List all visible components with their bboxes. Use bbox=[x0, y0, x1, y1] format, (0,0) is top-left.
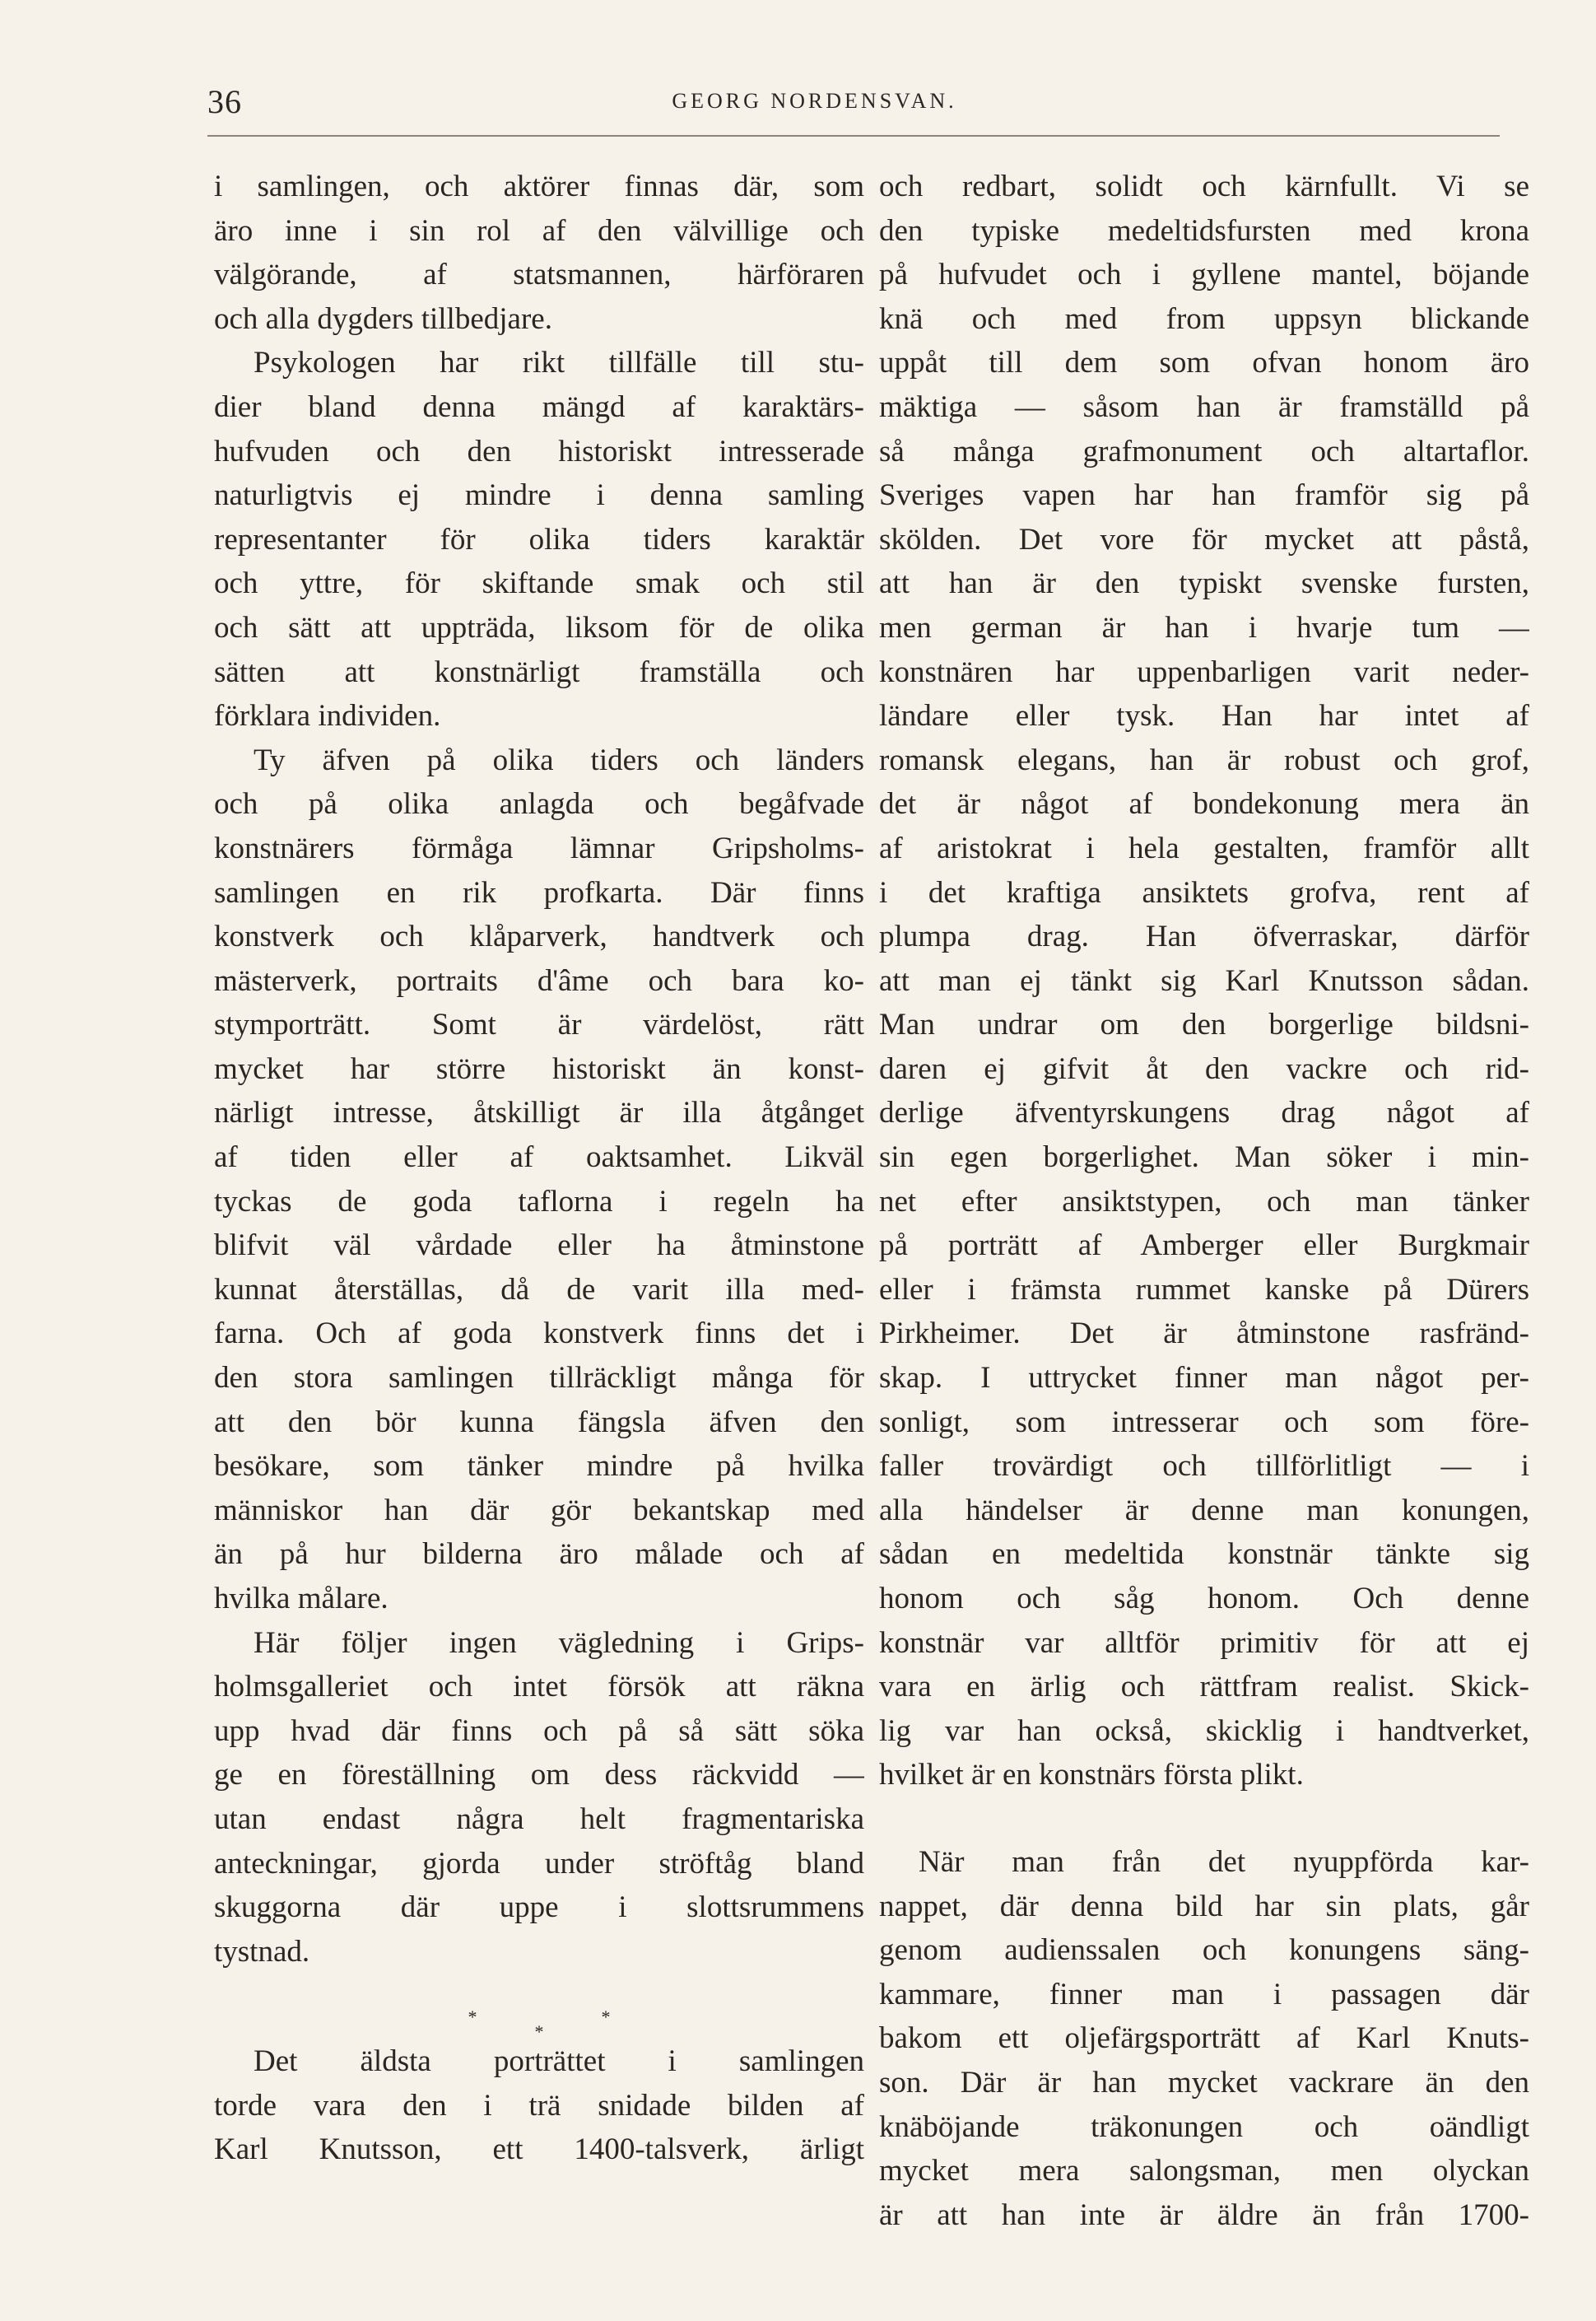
text-line: holmsgalleriet och intet försök att räkna bbox=[214, 1670, 864, 1704]
text-line: att den bör kunna fängsla äfven den bbox=[214, 1405, 864, 1439]
text-line: naturligtvis ej mindre i denna samling bbox=[214, 478, 864, 513]
text-line: eller i främsta rummet kanske på Dürers bbox=[879, 1272, 1529, 1307]
text-line: och sätt att uppträda, liksom för de olika bbox=[214, 610, 864, 645]
text-line: sätten att konstnärligt framställa och bbox=[214, 655, 864, 689]
text-line: knäböjande träkonungen och oändligt bbox=[879, 2109, 1529, 2144]
text-line: den stora samlingen tillräckligt många för bbox=[214, 1361, 864, 1396]
text-line: Det äldsta porträttet i samlingen bbox=[254, 2044, 864, 2078]
text-line: samlingen en rik profkarta. Där finns bbox=[214, 875, 864, 910]
text-line: af tiden eller af oaktsamhet. Likväl bbox=[214, 1140, 864, 1175]
text-line: dier bland denna mängd af karaktärs- bbox=[214, 389, 864, 424]
text-line: Karl Knutsson, ett 1400-talsverk, ärligt bbox=[214, 2132, 864, 2167]
text-line: sonligt, som intresserar och som före- bbox=[879, 1405, 1529, 1439]
asterism: * bbox=[534, 2021, 602, 2043]
text-line: Psykologen har rikt tillfälle till stu- bbox=[254, 346, 864, 380]
page-number: 36 bbox=[207, 83, 242, 120]
text-line: bakom ett oljefärgsporträtt af Karl Knuts- bbox=[879, 2021, 1529, 2056]
text-line: är att han inte är äldre än från 1700- bbox=[879, 2197, 1529, 2232]
text-line: upp hvad där finns och på så sätt söka bbox=[214, 1713, 864, 1748]
text-line: son. Där är han mycket vackrare än den bbox=[879, 2065, 1529, 2100]
text-line: lig var han också, skicklig i handtverket, bbox=[879, 1713, 1529, 1748]
text-line: Man undrar om den borgerlige bildsni- bbox=[879, 1008, 1529, 1042]
text-line: derlige äfventyrskungens drag något af bbox=[879, 1096, 1529, 1130]
text-line: konstnär var alltför primitiv för att ej bbox=[879, 1625, 1529, 1660]
text-line: kunnat återställas, då de varit illa med- bbox=[214, 1272, 864, 1307]
text-line: ge en föreställning om dess räckvidd — bbox=[214, 1758, 864, 1792]
text-line: torde vara den i trä snidade bilden af bbox=[214, 2088, 864, 2123]
text-line: men german är han i hvarje tum — bbox=[879, 610, 1529, 645]
text-line: hvilket är en konstnärs första plikt. bbox=[879, 1758, 1304, 1792]
text-line: att han är den typiskt svenske fursten, bbox=[879, 566, 1529, 601]
text-line: besökare, som tänker mindre på hvilka bbox=[214, 1449, 864, 1484]
text-line: mycket har större historiskt än konst- bbox=[214, 1051, 864, 1086]
text-line: i samlingen, och aktörer finnas där, som bbox=[214, 170, 864, 203]
text-line: farna. Och af goda konstverk finns det i bbox=[214, 1317, 864, 1351]
text-line: den typiske medeltidsfursten med krona bbox=[879, 213, 1529, 248]
text-line: och på olika anlagda och begåfvade bbox=[214, 787, 864, 822]
text-line: ländare eller tysk. Han har intet af bbox=[879, 699, 1529, 734]
text-line: alla händelser är denne man konungen, bbox=[879, 1493, 1529, 1527]
text-line: tyckas de goda taflorna i regeln ha bbox=[214, 1184, 864, 1219]
text-line: skuggorna där uppe i slottsrummens bbox=[214, 1890, 864, 1925]
text-line: sådan en medeltida konstnär tänkte sig bbox=[879, 1537, 1529, 1572]
text-line: konstnärers förmåga lämnar Gripsholms- bbox=[214, 831, 864, 865]
text-line: så många grafmonument och altartaflor. bbox=[879, 434, 1529, 468]
text-line: honom och såg honom. Och denne bbox=[879, 1582, 1529, 1615]
text-line: nappet, där denna bild har sin plats, går bbox=[879, 1889, 1529, 1923]
text-line: och yttre, för skiftande smak och stil bbox=[214, 566, 864, 601]
text-line: konstverk och klåparverk, handtverk och bbox=[214, 920, 864, 954]
text-line: närligt intresse, åtskilligt är illa åtgånget bbox=[214, 1096, 864, 1130]
text-line: äro inne i sin rol af den välvillige och bbox=[214, 213, 864, 248]
text-line: mycket mera salongsman, men olyckan bbox=[879, 2154, 1529, 2188]
text-line: anteckningar, gjorda under ströftåg bland bbox=[214, 1846, 864, 1881]
text-line: af aristokrat i hela gestalten, framför allt bbox=[879, 831, 1529, 865]
text-line: konstnären har uppenbarligen varit neder- bbox=[879, 655, 1529, 689]
section-break-asterisms bbox=[214, 1995, 864, 2043]
text-line: och redbart, solidt och kärnfullt. Vi se bbox=[879, 170, 1529, 203]
text-line: Sveriges vapen har han framför sig på bbox=[879, 478, 1529, 513]
text-line: mäktiga — såsom han är framställd på bbox=[879, 389, 1529, 424]
text-line: människor han där gör bekantskap med bbox=[214, 1493, 864, 1527]
running-title: GEORG NORDENSVAN. bbox=[672, 89, 957, 113]
text-line: kammare, finner man i passagen där bbox=[879, 1977, 1529, 2011]
text-line: på porträtt af Amberger eller Burgkmair bbox=[879, 1228, 1529, 1263]
text-line: genom audienssalen och konungens säng- bbox=[879, 1933, 1529, 1968]
text-line: än på hur bilderna äro målade och af bbox=[214, 1537, 864, 1572]
text-line: sin egen borgerlighet. Man söker i min- bbox=[879, 1140, 1529, 1175]
text-line: uppåt till dem som ofvan honom äro bbox=[879, 346, 1529, 380]
text-line: representanter för olika tiders karaktär bbox=[214, 522, 864, 557]
asterism: * bbox=[468, 2006, 535, 2028]
text-line: vara en ärlig och rättfram realist. Skick- bbox=[879, 1670, 1529, 1704]
text-line: hufvuden och den historiskt intresserade bbox=[214, 434, 864, 468]
text-line: förklara individen. bbox=[214, 699, 441, 734]
text-line: stymporträtt. Somt är värdelöst, rätt bbox=[214, 1008, 864, 1042]
text-line: mästerverk, portraits d'âme och bara ko- bbox=[214, 963, 864, 998]
text-line: på hufvudet och i gyllene mantel, böjande bbox=[879, 258, 1529, 292]
text-line: När man från det nyuppförda kar- bbox=[919, 1844, 1529, 1879]
text-line: skölden. Det vore för mycket att påstå, bbox=[879, 522, 1529, 557]
header-rule bbox=[207, 135, 1500, 137]
left-text-column bbox=[214, 165, 864, 2172]
text-line: plumpa drag. Han öfverraskar, därför bbox=[879, 920, 1529, 954]
text-line: Här följer ingen vägledning i Grips- bbox=[254, 1625, 864, 1660]
text-line: faller trovärdigt och tillförlitligt — i bbox=[879, 1449, 1529, 1484]
text-line: net efter ansiktstypen, och man tänker bbox=[879, 1184, 1529, 1219]
text-line: det är något af bondekonung mera än bbox=[879, 787, 1529, 822]
text-line: daren ej gifvit åt den vackre och rid- bbox=[879, 1051, 1529, 1086]
text-line: hvilka målare. bbox=[214, 1582, 389, 1615]
text-line: välgörande, af statsmannen, härföraren bbox=[214, 258, 864, 292]
text-line: i det kraftiga ansiktets grofva, rent af bbox=[879, 875, 1529, 910]
text-line: och alla dygders tillbedjare. bbox=[214, 301, 552, 336]
text-line: Pirkheimer. Det är åtminstone rasfränd- bbox=[879, 1317, 1529, 1351]
text-line: att man ej tänkt sig Karl Knutsson sådan. bbox=[879, 963, 1529, 998]
right-text-column bbox=[879, 165, 1529, 2237]
text-line: skap. I uttrycket finner man något per- bbox=[879, 1361, 1529, 1396]
text-line: blifvit väl vårdade eller ha åtminstone bbox=[214, 1228, 864, 1263]
asterism: * bbox=[601, 2006, 668, 2028]
text-line: Ty äfven på olika tiders och länders bbox=[254, 743, 864, 777]
text-line: utan endast några helt fragmentariska bbox=[214, 1801, 864, 1836]
text-line: knä och med from uppsyn blickande bbox=[879, 301, 1529, 336]
text-line: tystnad. bbox=[214, 1934, 310, 1969]
text-line: romansk elegans, han är robust och grof, bbox=[879, 743, 1529, 777]
